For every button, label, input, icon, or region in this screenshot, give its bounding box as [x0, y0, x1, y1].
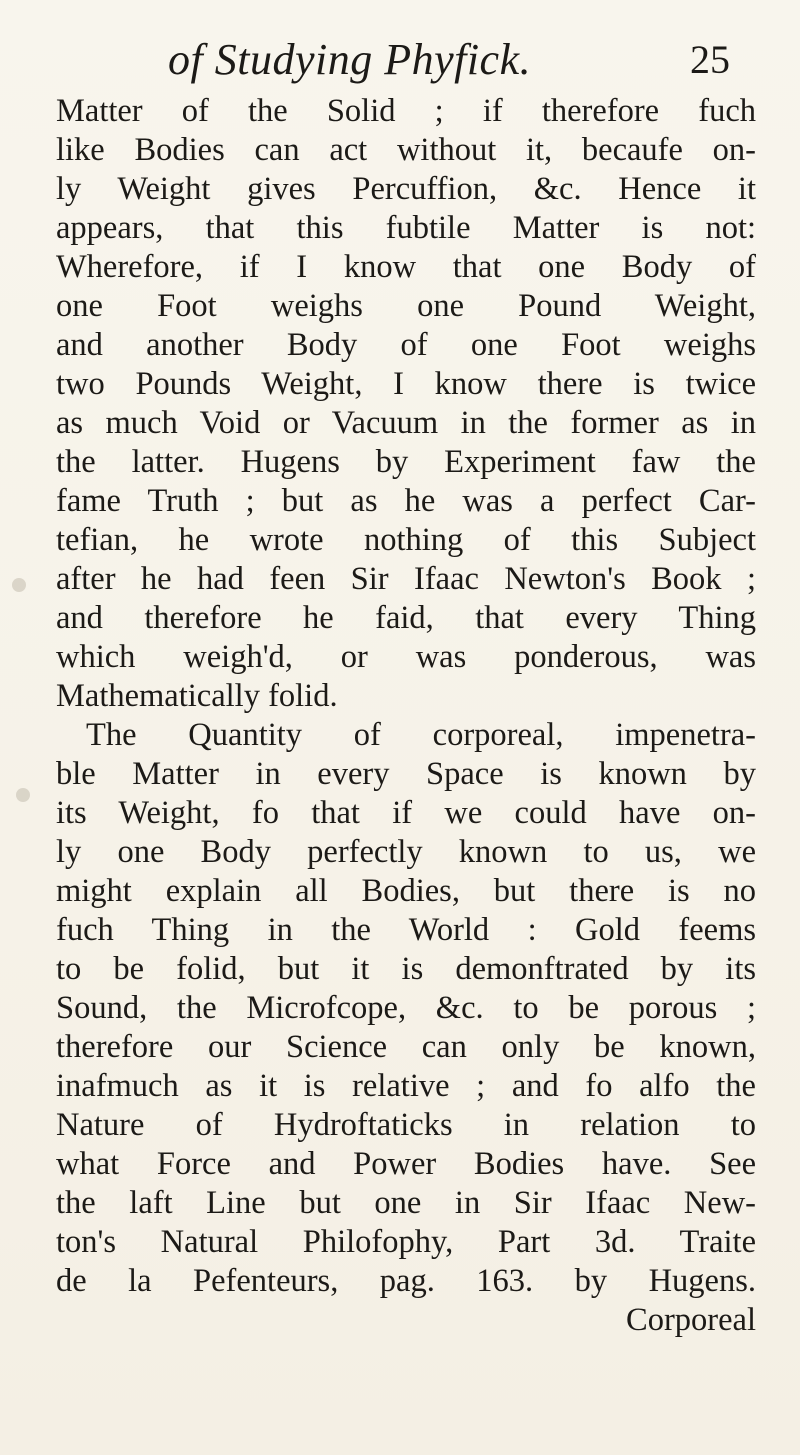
text-line: Nature of Hydroftaticks in relation to: [56, 1107, 756, 1143]
text-line: the latter. Hugens by Experiment faw the: [56, 444, 756, 480]
text-line: the laft Line but one in Sir Ifaac New-: [56, 1185, 756, 1221]
text-line: which weigh'd, or was ponderous, was: [56, 639, 756, 675]
text-line: ton's Natural Philofophy, Part 3d. Traite: [56, 1224, 756, 1260]
catchword: Corporeal: [626, 1302, 756, 1338]
body-text: [56, 92, 756, 1340]
text-line: fuch Thing in the World : Gold feems: [56, 912, 756, 948]
text-line: as much Void or Vacuum in the former as in: [56, 405, 756, 441]
text-line: and therefore he faid, that every Thing: [56, 600, 756, 636]
margin-mark: [16, 788, 30, 802]
text-line: like Bodies can act without it, becaufe on-: [56, 132, 756, 168]
page-number: 25: [690, 37, 730, 82]
text-line: Wherefore, if I know that one Body of: [56, 249, 756, 285]
running-title: of Studying Phyfick.: [168, 35, 532, 84]
text-line: Matter of the Solid ; if therefore fuch: [56, 93, 756, 129]
text-line: Sound, the Microfcope, &c. to be porous ;: [56, 990, 756, 1026]
margin-mark: [12, 578, 26, 592]
text-line: its Weight, fo that if we could have on-: [56, 795, 756, 831]
text-line: The Quantity of corporeal, impenetra-: [86, 717, 756, 753]
text-line: ble Matter in every Space is known by: [56, 756, 756, 792]
page-header: [0, 22, 800, 92]
text-line: and another Body of one Foot weighs: [56, 327, 756, 363]
text-line: ly Weight gives Percuffion, &c. Hence it: [56, 171, 756, 207]
text-line: Mathematically folid.: [56, 678, 338, 714]
text-line: therefore our Science can only be known,: [56, 1029, 756, 1065]
text-line: two Pounds Weight, I know there is twice: [56, 366, 756, 402]
text-line: appears, that this fubtile Matter is not:: [56, 210, 756, 246]
text-line: ly one Body perfectly known to us, we: [56, 834, 756, 870]
text-line: tefian, he wrote nothing of this Subject: [56, 522, 756, 558]
text-line: one Foot weighs one Pound Weight,: [56, 288, 756, 324]
text-line: to be folid, but it is demonftrated by its: [56, 951, 756, 987]
text-line: might explain all Bodies, but there is no: [56, 873, 756, 909]
text-line: what Force and Power Bodies have. See: [56, 1146, 756, 1182]
text-line: de la Pefenteurs, pag. 163. by Hugens.: [56, 1263, 756, 1299]
text-line: inafmuch as it is relative ; and fo alfo the: [56, 1068, 756, 1104]
text-line: fame Truth ; but as he was a perfect Car-: [56, 483, 756, 519]
text-line: after he had feen Sir Ifaac Newton's Book ;: [56, 561, 756, 597]
